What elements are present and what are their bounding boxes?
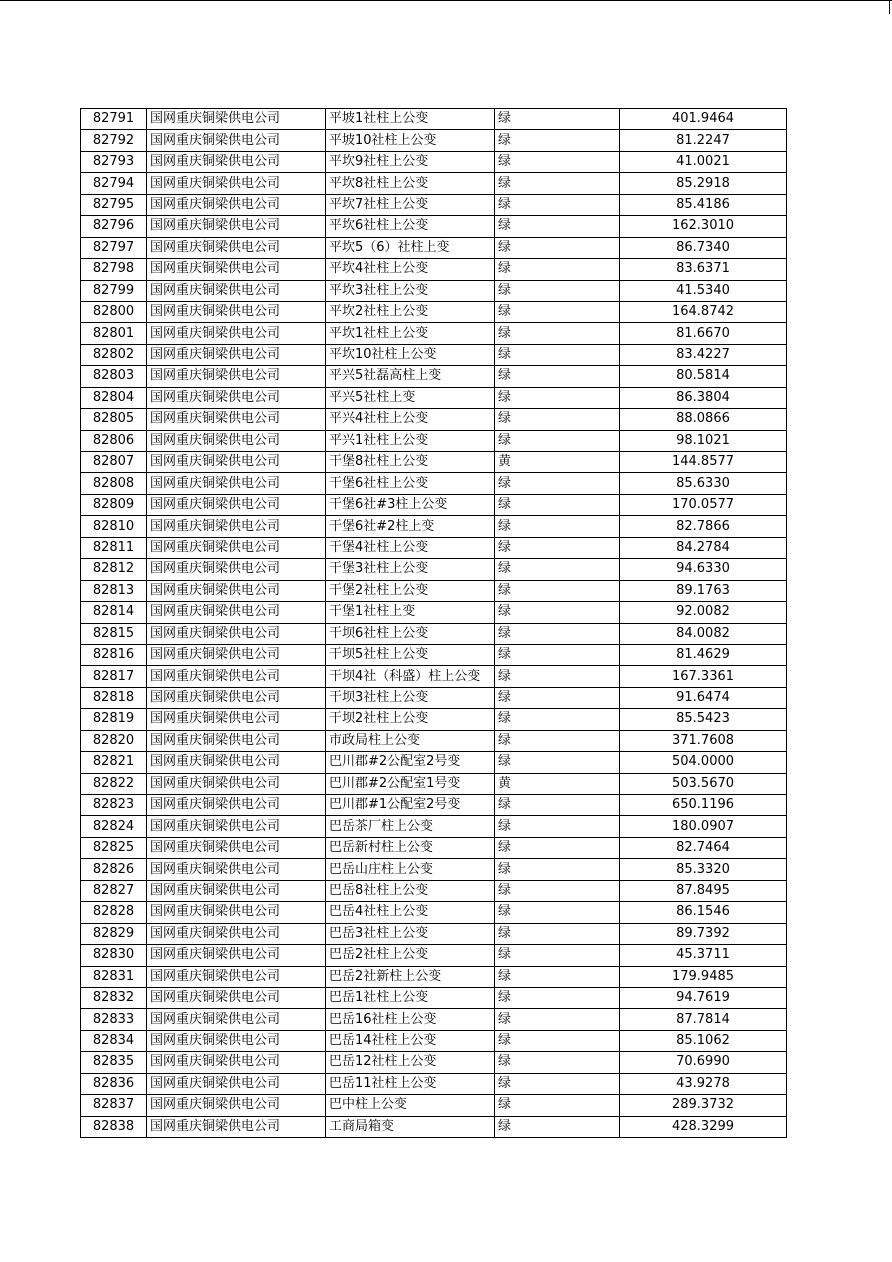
status-cell: 绿	[495, 602, 620, 623]
transformer-name-cell: 巴岳11社柱上公变	[326, 1073, 495, 1094]
value-cell: 86.1546	[620, 902, 787, 923]
transformer-name-cell: 巴岳8社柱上公变	[326, 880, 495, 901]
value-cell: 371.7608	[620, 730, 787, 751]
status-cell: 绿	[495, 1073, 620, 1094]
row-id-cell: 82818	[81, 687, 147, 708]
transformer-name-cell: 巴岳2社新柱上公变	[326, 966, 495, 987]
row-id-cell: 82825	[81, 837, 147, 858]
transformer-name-cell: 平兴5社柱上变	[326, 387, 495, 408]
status-cell: 绿	[495, 730, 620, 751]
transformer-name-cell: 干坝4社（科盛）柱上公变	[326, 666, 495, 687]
table-row	[81, 366, 787, 387]
transformer-name-cell: 干堡1社柱上变	[326, 602, 495, 623]
transformer-name-cell: 巴岳茶厂柱上公变	[326, 816, 495, 837]
company-cell: 国网重庆铜梁供电公司	[147, 1030, 326, 1051]
table-row	[81, 194, 787, 215]
table-row	[81, 173, 787, 194]
company-cell: 国网重庆铜梁供电公司	[147, 1052, 326, 1073]
value-cell: 85.2918	[620, 173, 787, 194]
value-cell: 85.4186	[620, 194, 787, 215]
row-id-cell: 82809	[81, 494, 147, 515]
status-cell: 绿	[495, 344, 620, 365]
transformer-name-cell: 平坎10社柱上公变	[326, 344, 495, 365]
table-row	[81, 709, 787, 730]
table-row	[81, 537, 787, 558]
transformer-name-cell: 平坎4社柱上公变	[326, 259, 495, 280]
value-cell: 83.4227	[620, 344, 787, 365]
transformer-name-cell: 巴岳3社柱上公变	[326, 923, 495, 944]
table-row	[81, 795, 787, 816]
table-row	[81, 237, 787, 258]
company-cell: 国网重庆铜梁供电公司	[147, 945, 326, 966]
row-id-cell: 82799	[81, 280, 147, 301]
company-cell: 国网重庆铜梁供电公司	[147, 1009, 326, 1030]
status-cell: 绿	[495, 709, 620, 730]
value-cell: 87.8495	[620, 880, 787, 901]
status-cell: 绿	[495, 516, 620, 537]
status-cell: 绿	[495, 795, 620, 816]
status-cell: 黄	[495, 773, 620, 794]
value-cell: 82.7464	[620, 837, 787, 858]
value-cell: 144.8577	[620, 452, 787, 473]
table-row	[81, 1030, 787, 1051]
table-row	[81, 1052, 787, 1073]
status-cell: 绿	[495, 816, 620, 837]
transformer-name-cell: 平坡10社柱上公变	[326, 130, 495, 151]
table-row	[81, 602, 787, 623]
table-row	[81, 816, 787, 837]
row-id-cell: 82791	[81, 109, 147, 130]
transformer-name-cell: 干堡6社柱上公变	[326, 473, 495, 494]
status-cell: 绿	[495, 301, 620, 322]
company-cell: 国网重庆铜梁供电公司	[147, 194, 326, 215]
table-row	[81, 945, 787, 966]
company-cell: 国网重庆铜梁供电公司	[147, 430, 326, 451]
company-cell: 国网重庆铜梁供电公司	[147, 816, 326, 837]
value-cell: 41.0021	[620, 151, 787, 172]
status-cell: 绿	[495, 430, 620, 451]
value-cell: 650.1196	[620, 795, 787, 816]
table-row	[81, 344, 787, 365]
row-id-cell: 82808	[81, 473, 147, 494]
status-cell: 绿	[495, 366, 620, 387]
company-cell: 国网重庆铜梁供电公司	[147, 580, 326, 601]
row-id-cell: 82827	[81, 880, 147, 901]
value-cell: 89.7392	[620, 923, 787, 944]
status-cell: 绿	[495, 559, 620, 580]
row-id-cell: 82797	[81, 237, 147, 258]
table-row	[81, 387, 787, 408]
transformer-name-cell: 干坝2社柱上公变	[326, 709, 495, 730]
row-id-cell: 82829	[81, 923, 147, 944]
transformer-name-cell: 平坎6社柱上公变	[326, 216, 495, 237]
value-cell: 164.8742	[620, 301, 787, 322]
row-id-cell: 82804	[81, 387, 147, 408]
value-cell: 43.9278	[620, 1073, 787, 1094]
transformer-name-cell: 平兴1社柱上公变	[326, 430, 495, 451]
status-cell: 绿	[495, 494, 620, 515]
value-cell: 167.3361	[620, 666, 787, 687]
table-row	[81, 730, 787, 751]
row-id-cell: 82810	[81, 516, 147, 537]
value-cell: 170.0577	[620, 494, 787, 515]
table-row	[81, 837, 787, 858]
table-row	[81, 301, 787, 322]
row-id-cell: 82832	[81, 987, 147, 1008]
status-cell: 绿	[495, 987, 620, 1008]
row-id-cell: 82819	[81, 709, 147, 730]
value-cell: 85.6330	[620, 473, 787, 494]
table-row	[81, 1073, 787, 1094]
transformer-name-cell: 平坎1社柱上公变	[326, 323, 495, 344]
status-cell: 绿	[495, 1116, 620, 1137]
page-right-edge	[889, 0, 890, 14]
company-cell: 国网重庆铜梁供电公司	[147, 516, 326, 537]
value-cell: 80.5814	[620, 366, 787, 387]
table-row	[81, 1095, 787, 1116]
status-cell: 绿	[495, 173, 620, 194]
status-cell: 绿	[495, 623, 620, 644]
row-id-cell: 82834	[81, 1030, 147, 1051]
company-cell: 国网重庆铜梁供电公司	[147, 452, 326, 473]
table-row	[81, 752, 787, 773]
company-cell: 国网重庆铜梁供电公司	[147, 344, 326, 365]
table-row	[81, 430, 787, 451]
company-cell: 国网重庆铜梁供电公司	[147, 752, 326, 773]
status-cell: 绿	[495, 109, 620, 130]
value-cell: 84.2784	[620, 537, 787, 558]
table-row	[81, 494, 787, 515]
status-cell: 绿	[495, 216, 620, 237]
row-id-cell: 82806	[81, 430, 147, 451]
value-cell: 70.6990	[620, 1052, 787, 1073]
value-cell: 85.5423	[620, 709, 787, 730]
row-id-cell: 82816	[81, 644, 147, 665]
table-row	[81, 859, 787, 880]
transformer-name-cell: 巴岳16社柱上公变	[326, 1009, 495, 1030]
row-id-cell: 82817	[81, 666, 147, 687]
status-cell: 绿	[495, 902, 620, 923]
row-id-cell: 82805	[81, 409, 147, 430]
value-cell: 86.3804	[620, 387, 787, 408]
table-row	[81, 109, 787, 130]
status-cell: 绿	[495, 1095, 620, 1116]
row-id-cell: 82837	[81, 1095, 147, 1116]
status-cell: 绿	[495, 580, 620, 601]
row-id-cell: 82826	[81, 859, 147, 880]
row-id-cell: 82824	[81, 816, 147, 837]
table-row	[81, 923, 787, 944]
transformer-name-cell: 巴川郡#2公配室2号变	[326, 752, 495, 773]
transformer-name-cell: 平兴5社磊高柱上变	[326, 366, 495, 387]
status-cell: 绿	[495, 945, 620, 966]
row-id-cell: 82822	[81, 773, 147, 794]
company-cell: 国网重庆铜梁供电公司	[147, 1116, 326, 1137]
status-cell: 绿	[495, 859, 620, 880]
status-cell: 绿	[495, 1052, 620, 1073]
row-id-cell: 82813	[81, 580, 147, 601]
transformer-name-cell: 平坎8社柱上公变	[326, 173, 495, 194]
company-cell: 国网重庆铜梁供电公司	[147, 130, 326, 151]
table-row	[81, 623, 787, 644]
table-row	[81, 516, 787, 537]
row-id-cell: 82792	[81, 130, 147, 151]
table-row	[81, 880, 787, 901]
value-cell: 92.0082	[620, 602, 787, 623]
transformer-name-cell: 平坎3社柱上公变	[326, 280, 495, 301]
value-cell: 82.7866	[620, 516, 787, 537]
table-row	[81, 409, 787, 430]
company-cell: 国网重庆铜梁供电公司	[147, 537, 326, 558]
row-id-cell: 82821	[81, 752, 147, 773]
value-cell: 81.6670	[620, 323, 787, 344]
company-cell: 国网重庆铜梁供电公司	[147, 1073, 326, 1094]
company-cell: 国网重庆铜梁供电公司	[147, 366, 326, 387]
table-row	[81, 216, 787, 237]
transformer-name-cell: 平兴4社柱上公变	[326, 409, 495, 430]
value-cell: 289.3732	[620, 1095, 787, 1116]
company-cell: 国网重庆铜梁供电公司	[147, 966, 326, 987]
transformer-name-cell: 巴岳新村柱上公变	[326, 837, 495, 858]
company-cell: 国网重庆铜梁供电公司	[147, 644, 326, 665]
company-cell: 国网重庆铜梁供电公司	[147, 494, 326, 515]
value-cell: 81.2247	[620, 130, 787, 151]
transformer-name-cell: 巴岳山庄柱上公变	[326, 859, 495, 880]
table-row	[81, 559, 787, 580]
transformer-name-cell: 干堡2社柱上公变	[326, 580, 495, 601]
company-cell: 国网重庆铜梁供电公司	[147, 173, 326, 194]
transformer-name-cell: 巴岳4社柱上公变	[326, 902, 495, 923]
value-cell: 85.3320	[620, 859, 787, 880]
value-cell: 401.9464	[620, 109, 787, 130]
row-id-cell: 82835	[81, 1052, 147, 1073]
status-cell: 黄	[495, 452, 620, 473]
company-cell: 国网重庆铜梁供电公司	[147, 837, 326, 858]
company-cell: 国网重庆铜梁供电公司	[147, 323, 326, 344]
company-cell: 国网重庆铜梁供电公司	[147, 409, 326, 430]
table-row	[81, 773, 787, 794]
company-cell: 国网重庆铜梁供电公司	[147, 473, 326, 494]
status-cell: 绿	[495, 666, 620, 687]
row-id-cell: 82823	[81, 795, 147, 816]
value-cell: 41.5340	[620, 280, 787, 301]
table-body	[81, 109, 787, 1138]
status-cell: 绿	[495, 151, 620, 172]
company-cell: 国网重庆铜梁供电公司	[147, 1095, 326, 1116]
status-cell: 绿	[495, 259, 620, 280]
company-cell: 国网重庆铜梁供电公司	[147, 987, 326, 1008]
transformer-name-cell: 巴岳2社柱上公变	[326, 945, 495, 966]
transformer-name-cell: 工商局箱变	[326, 1116, 495, 1137]
transformer-name-cell: 干堡6社#2柱上变	[326, 516, 495, 537]
transformer-name-cell: 巴川郡#1公配室2号变	[326, 795, 495, 816]
row-id-cell: 82801	[81, 323, 147, 344]
transformer-name-cell: 平坎5（6）社柱上变	[326, 237, 495, 258]
company-cell: 国网重庆铜梁供电公司	[147, 709, 326, 730]
row-id-cell: 82815	[81, 623, 147, 644]
table-row	[81, 280, 787, 301]
row-id-cell: 82828	[81, 902, 147, 923]
status-cell: 绿	[495, 880, 620, 901]
value-cell: 162.3010	[620, 216, 787, 237]
status-cell: 绿	[495, 473, 620, 494]
transformer-name-cell: 巴岳12社柱上公变	[326, 1052, 495, 1073]
row-id-cell: 82836	[81, 1073, 147, 1094]
status-cell: 绿	[495, 1030, 620, 1051]
transformer-name-cell: 平坎9社柱上公变	[326, 151, 495, 172]
transformer-name-cell: 巴岳1社柱上公变	[326, 987, 495, 1008]
company-cell: 国网重庆铜梁供电公司	[147, 216, 326, 237]
row-id-cell: 82830	[81, 945, 147, 966]
status-cell: 绿	[495, 966, 620, 987]
company-cell: 国网重庆铜梁供电公司	[147, 623, 326, 644]
transformer-name-cell: 平坡1社柱上公变	[326, 109, 495, 130]
value-cell: 86.7340	[620, 237, 787, 258]
value-cell: 81.4629	[620, 644, 787, 665]
row-id-cell: 82796	[81, 216, 147, 237]
transformer-name-cell: 巴中柱上公变	[326, 1095, 495, 1116]
transformer-name-cell: 平坎7社柱上公变	[326, 194, 495, 215]
row-id-cell: 82800	[81, 301, 147, 322]
status-cell: 绿	[495, 280, 620, 301]
table-row	[81, 966, 787, 987]
company-cell: 国网重庆铜梁供电公司	[147, 666, 326, 687]
status-cell: 绿	[495, 923, 620, 944]
transformer-table	[80, 108, 787, 1138]
row-id-cell: 82814	[81, 602, 147, 623]
value-cell: 180.0907	[620, 816, 787, 837]
status-cell: 绿	[495, 194, 620, 215]
status-cell: 绿	[495, 323, 620, 344]
transformer-name-cell: 巴川郡#2公配室1号变	[326, 773, 495, 794]
status-cell: 绿	[495, 644, 620, 665]
transformer-name-cell: 干堡6社#3柱上公变	[326, 494, 495, 515]
company-cell: 国网重庆铜梁供电公司	[147, 237, 326, 258]
status-cell: 绿	[495, 537, 620, 558]
company-cell: 国网重庆铜梁供电公司	[147, 602, 326, 623]
row-id-cell: 82795	[81, 194, 147, 215]
transformer-name-cell: 平坎2社柱上公变	[326, 301, 495, 322]
value-cell: 84.0082	[620, 623, 787, 644]
value-cell: 89.1763	[620, 580, 787, 601]
company-cell: 国网重庆铜梁供电公司	[147, 859, 326, 880]
company-cell: 国网重庆铜梁供电公司	[147, 902, 326, 923]
table-row	[81, 666, 787, 687]
company-cell: 国网重庆铜梁供电公司	[147, 687, 326, 708]
status-cell: 绿	[495, 1009, 620, 1030]
transformer-name-cell: 干坝5社柱上公变	[326, 644, 495, 665]
value-cell: 179.9485	[620, 966, 787, 987]
status-cell: 绿	[495, 387, 620, 408]
company-cell: 国网重庆铜梁供电公司	[147, 387, 326, 408]
transformer-name-cell: 干坝6社柱上公变	[326, 623, 495, 644]
table-row	[81, 580, 787, 601]
table-row	[81, 1116, 787, 1137]
company-cell: 国网重庆铜梁供电公司	[147, 559, 326, 580]
transformer-name-cell: 巴岳14社柱上公变	[326, 1030, 495, 1051]
value-cell: 85.1062	[620, 1030, 787, 1051]
value-cell: 87.7814	[620, 1009, 787, 1030]
row-id-cell: 82831	[81, 966, 147, 987]
value-cell: 83.6371	[620, 259, 787, 280]
value-cell: 503.5670	[620, 773, 787, 794]
value-cell: 504.0000	[620, 752, 787, 773]
transformer-name-cell: 干堡4社柱上公变	[326, 537, 495, 558]
row-id-cell: 82807	[81, 452, 147, 473]
row-id-cell: 82803	[81, 366, 147, 387]
row-id-cell: 82833	[81, 1009, 147, 1030]
company-cell: 国网重庆铜梁供电公司	[147, 301, 326, 322]
company-cell: 国网重庆铜梁供电公司	[147, 795, 326, 816]
row-id-cell: 82811	[81, 537, 147, 558]
row-id-cell: 82794	[81, 173, 147, 194]
transformer-name-cell: 市政局柱上公变	[326, 730, 495, 751]
table-row	[81, 902, 787, 923]
table-row	[81, 644, 787, 665]
table-row	[81, 987, 787, 1008]
table-row	[81, 259, 787, 280]
status-cell: 绿	[495, 409, 620, 430]
table-row	[81, 323, 787, 344]
value-cell: 88.0866	[620, 409, 787, 430]
value-cell: 91.6474	[620, 687, 787, 708]
transformer-name-cell: 干堡3社柱上公变	[326, 559, 495, 580]
table-row	[81, 151, 787, 172]
table-row	[81, 130, 787, 151]
company-cell: 国网重庆铜梁供电公司	[147, 259, 326, 280]
value-cell: 94.6330	[620, 559, 787, 580]
row-id-cell: 82793	[81, 151, 147, 172]
row-id-cell: 82812	[81, 559, 147, 580]
row-id-cell: 82838	[81, 1116, 147, 1137]
company-cell: 国网重庆铜梁供电公司	[147, 280, 326, 301]
company-cell: 国网重庆铜梁供电公司	[147, 109, 326, 130]
value-cell: 94.7619	[620, 987, 787, 1008]
transformer-name-cell: 干堡8社柱上公变	[326, 452, 495, 473]
company-cell: 国网重庆铜梁供电公司	[147, 730, 326, 751]
row-id-cell: 82802	[81, 344, 147, 365]
table-row	[81, 687, 787, 708]
value-cell: 98.1021	[620, 430, 787, 451]
row-id-cell: 82820	[81, 730, 147, 751]
value-cell: 45.3711	[620, 945, 787, 966]
row-id-cell: 82798	[81, 259, 147, 280]
transformer-name-cell: 干坝3社柱上公变	[326, 687, 495, 708]
company-cell: 国网重庆铜梁供电公司	[147, 151, 326, 172]
table-row	[81, 473, 787, 494]
status-cell: 绿	[495, 752, 620, 773]
status-cell: 绿	[495, 687, 620, 708]
page-top-border	[0, 0, 892, 1]
company-cell: 国网重庆铜梁供电公司	[147, 923, 326, 944]
company-cell: 国网重庆铜梁供电公司	[147, 773, 326, 794]
value-cell: 428.3299	[620, 1116, 787, 1137]
company-cell: 国网重庆铜梁供电公司	[147, 880, 326, 901]
table-row	[81, 1009, 787, 1030]
status-cell: 绿	[495, 130, 620, 151]
table-row	[81, 452, 787, 473]
status-cell: 绿	[495, 237, 620, 258]
status-cell: 绿	[495, 837, 620, 858]
